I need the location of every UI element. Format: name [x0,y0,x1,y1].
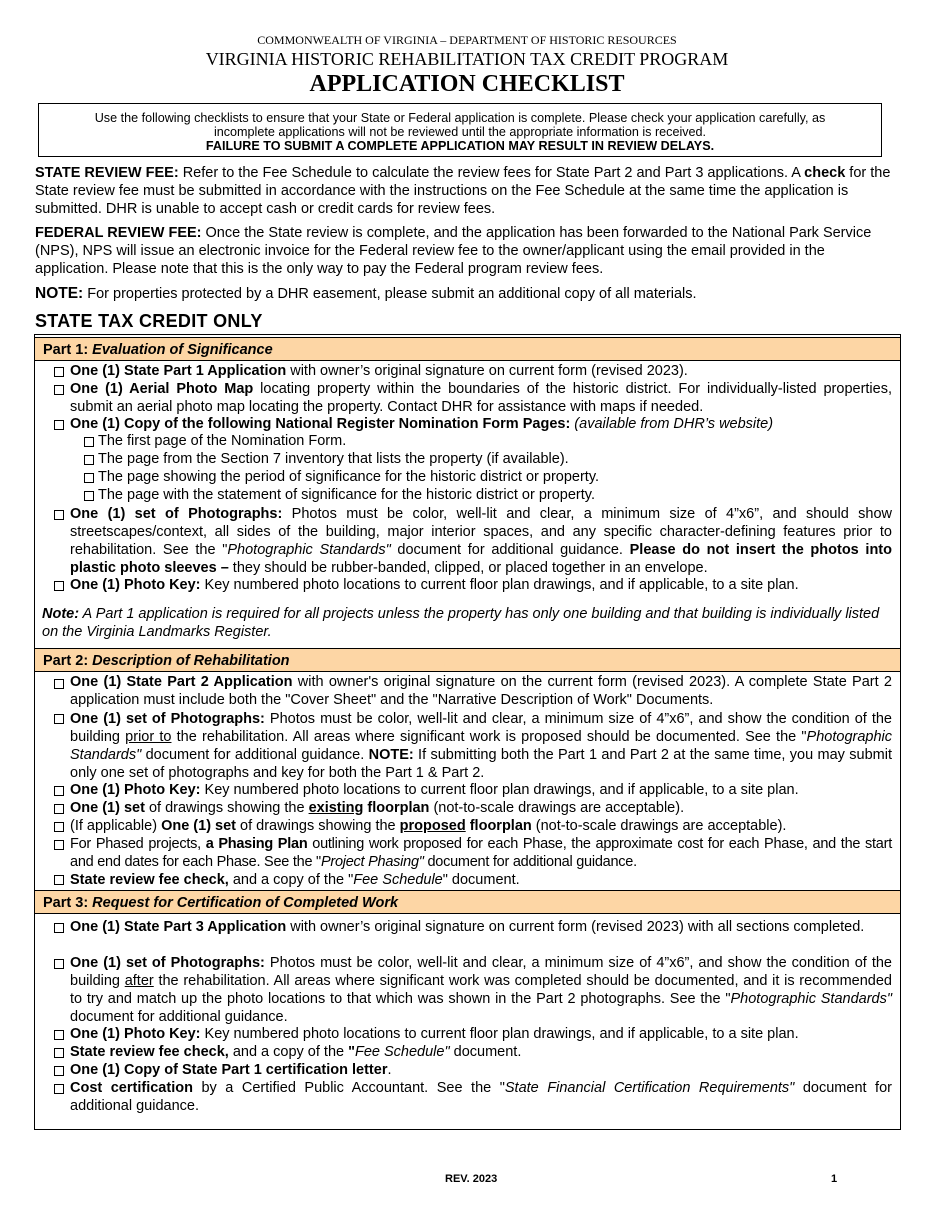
checkbox-p1-first-page[interactable] [84,437,94,447]
checkbox-p1-aerial-map[interactable] [54,385,64,395]
part-2-header: Part 2: Description of Rehabilitation [35,648,900,672]
p2-phasing-plan-item: For Phased projects, a Phasing Plan outlining work proposed for each Phase, the approximate cost for each Phase, and the start and end dates for each Phase. See the "Project Phasing" document for additional guidance. [70,836,892,870]
p1-first-page-item: The first page of the Nomination Form. [98,433,347,449]
part-1-label: Part 1 [43,342,84,358]
federal-fee-label: FEDERAL REVIEW FEE: [35,225,202,241]
instructions-box [38,103,882,157]
checkbox-p2-existing-floorplan[interactable] [54,804,64,814]
part-3-header: Part 3: Request for Certification of Completed Work [35,890,900,914]
part-2-title: Description of Rehabilitation [92,653,290,669]
instructions-warning: FAILURE TO SUBMIT A COMPLETE APPLICATION MAY RESULT IN REVIEW DELAYS. [205,139,715,153]
checkbox-p2-fee-check[interactable] [54,875,64,885]
p1-statement-page-item: The page with the statement of significance for the historic district or property. [98,487,595,503]
state-fee-check-word: check [804,165,846,181]
p3-cost-certification-item: Cost certification by a Certified Public Accountant. See the "State Financial Certification Requirements" document for additional guidance. [70,1080,892,1114]
p1-nomination-pages-item: One (1) Copy of the following National Register Nomination Form Pages: (available from DHR’s website) [70,416,774,432]
p1-note: Note: A Part 1 application is required for all projects unless the property has only one building and that building is individually listed on the Virginia Landmarks Register. [42,606,880,640]
p1-period-page-item: The page showing the period of significance for the historic district or property. [98,469,600,485]
p3-part1-letter-item: One (1) Copy of State Part 1 certification letter. [70,1062,392,1078]
p3-photo-key-item: One (1) Photo Key: Key numbered photo locations to current floor plan drawings, and if applicable, to a site plan. [70,1026,799,1042]
part-1-title: Evaluation of Significance [92,342,273,358]
part-2-label: Part 2 [43,653,84,669]
part-3-label: Part 3 [43,895,84,911]
part-1-header: Part 1: Evaluation of Significance [35,337,900,361]
checkbox-p3-application[interactable] [54,923,64,933]
checkbox-p1-photographs[interactable] [54,510,64,520]
note-text: For properties protected by a DHR easement, please submit an additional copy of all materials. [83,286,697,302]
instructions-line-2: incomplete applications will not be reviewed until the appropriate information is received. [213,125,707,139]
p2-application-item: One (1) State Part 2 Application with owner's original signature on the current form (revised 2023). A complete State Part 2 application must include both the "Cover Sheet" and the "Narrative Description of Work" Documents. [70,674,892,708]
checkbox-p3-fee-check[interactable] [54,1048,64,1058]
p2-proposed-floorplan-item: (If applicable) One (1) set of drawings showing the proposed floorplan (not-to-scale drawings are acceptable). [70,818,787,834]
state-fee-label: STATE REVIEW FEE: [35,165,179,181]
easement-note [35,285,899,303]
revision-label: REV. 2023 [445,1173,498,1185]
agency-name: COMMONWEALTH OF VIRGINIA – DEPARTMENT OF HISTORIC RESOURCES [257,33,677,47]
p1-photographs-item: One (1) set of Photographs: Photos must be color, well-lit and clear, a minimum size of 4”x6”, and should show streetscapes/context, all sides of the building, major interior spaces, and any specific character-defining features prior to rehabilitation. See the "Photographic Standards" document for additional guidance. Please do not insert the photos into plastic photo sleeves – they should be rubber-banded, clipped, or placed together in an envelope. [70,506,892,576]
checkbox-p1-application[interactable] [54,367,64,377]
page-number: 1 [831,1173,838,1185]
page-title: APPLICATION CHECKLIST [309,71,625,97]
p2-photographs-item: One (1) set of Photographs: Photos must be color, well-lit and clear, a minimum size of 4”x6”, and show the condition of the building prior to the rehabilitation. All areas where significant work is proposed should be documented. See the "Photographic Standards" document for additional guidance. NOTE: If submitting both the Part 1 and Part 2 at the same time, you may submit only one set of photographs and key for both the Part 1 & Part 2. [70,711,892,781]
note-label: NOTE: [35,285,84,302]
p3-fee-check-item: State review fee check, and a copy of the "Fee Schedule" document. [70,1044,522,1060]
p2-photo-key-item: One (1) Photo Key: Key numbered photo locations to current floor plan drawings, and if applicable, to a site plan. [70,782,799,798]
p2-existing-floorplan-item: One (1) set of drawings showing the existing floorplan (not-to-scale drawings are acceptable). [70,800,685,816]
federal-fee-text: Once the State review is complete, and the application has been forwarded to the National Park Service (NPS), NPS will issue an electronic invoice for the Federal review fee to the owner/applicant using the email provided in the application. Please note that this is the only way to pay the Federal program review fees. [35,225,872,277]
p2-fee-check-item: State review fee check, and a copy of the "Fee Schedule" document. [70,872,520,888]
p1-application-item: One (1) State Part 1 Application with owner’s original signature on current form (revised 2023). [70,363,688,379]
part-3-title: Request for Certification of Completed Work [92,895,399,911]
p1-section7-page-item: The page from the Section 7 inventory that lists the property (if available). [98,451,569,467]
checkbox-p3-part1-letter[interactable] [54,1066,64,1076]
checkbox-p1-period-page[interactable] [84,473,94,483]
checkbox-p1-photo-key[interactable] [54,581,64,591]
p1-aerial-map-item: One (1) Aerial Photo Map locating property within the boundaries of the historic district. For individually-listed properties, submit an aerial photo map locating the property. Contact DHR for assistance with maps if needed. [70,381,892,415]
state-review-fee-paragraph [35,164,899,218]
checkbox-p3-photographs[interactable] [54,959,64,969]
p1-photo-key-item: One (1) Photo Key: Key numbered photo locations to current floor plan drawings, and if applicable, to a site plan. [70,577,799,593]
section-title: STATE TAX CREDIT ONLY [35,311,263,331]
checkbox-p2-proposed-floorplan[interactable] [54,822,64,832]
state-fee-text-2: for the State review fee must be submitted in accordance with the instructions on the Fee Schedule at the same time the application is submitted. DHR is unable to accept cash or credit cards for review fees. [35,165,891,217]
instructions-line-1: Use the following checklists to ensure that your State or Federal application is complete. Please check your application carefully, as [94,111,826,125]
p3-photographs-item: One (1) set of Photographs: Photos must be color, well-lit and clear, a minimum size of 4”x6”, and show the condition of the building after the rehabilitation. All areas where significant work was completed should be documented, and it is recommended to try and match up the photo locations to that which was shown in the Part 2 photographs. See the "Photographic Standards" document for additional guidance. [70,955,892,1025]
checkbox-p1-nomination-pages[interactable] [54,420,64,430]
checkbox-p2-photographs[interactable] [54,714,64,724]
checkbox-p2-photo-key[interactable] [54,786,64,796]
state-fee-text: Refer to the Fee Schedule to calculate the review fees for State Part 2 and Part 3 applications. A [178,165,805,181]
checkbox-p3-cost-certification[interactable] [54,1084,64,1094]
checkbox-p2-application[interactable] [54,679,64,689]
p3-application-item: One (1) State Part 3 Application with owner’s original signature on current form (revised 2023) with all sections completed. [70,919,865,935]
checkbox-p2-phasing-plan[interactable] [54,840,64,850]
federal-review-fee-paragraph [35,224,899,278]
checkbox-p1-section7-page[interactable] [84,455,94,465]
program-name: VIRGINIA HISTORIC REHABILITATION TAX CREDIT PROGRAM [205,49,729,69]
checkbox-p1-statement-page[interactable] [84,491,94,501]
checkbox-p3-photo-key[interactable] [54,1030,64,1040]
